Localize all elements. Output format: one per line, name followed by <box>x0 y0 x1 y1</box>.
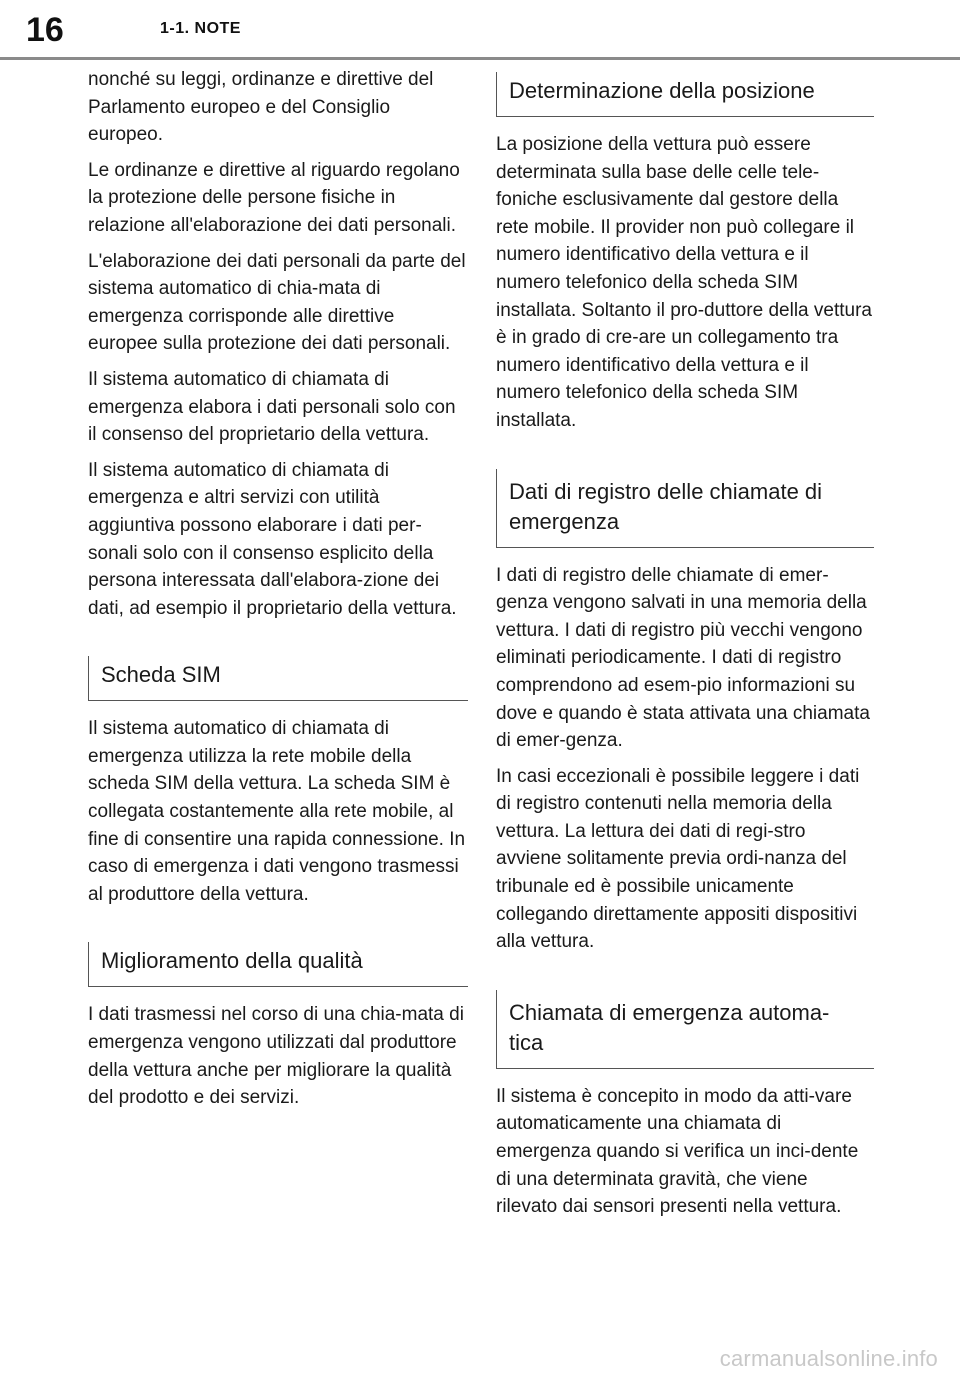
watermark: carmanualsonline.info <box>719 1346 938 1371</box>
paragraph: I dati di registro delle chiamate di emer-genza vengono salvati in una memoria della vettura. I dati di registro più vecchi vengono eliminati periodicamente. I dati di registro comprendono ad esem-pio informazioni su dove e quando è stata attivata una chiamata di emer-genza. <box>496 564 870 752</box>
paragraph: Il sistema è concepito in modo da atti-vare automaticamente una chiamata di emergenza quando si verifica un inci-dente di una determinata gravità, che viene rilevato dai sensori presenti nella vettura. <box>496 1085 859 1218</box>
section-heading-position: Determinazione della posizione <box>496 72 874 117</box>
paragraph: Le ordinanze e direttive al riguardo regolano la protezione delle persone fisiche in relazione all'elaborazione dei dati personali. <box>88 159 460 236</box>
paragraph: nonché su leggi, ordinanze e direttive del Parlamento europeo e del Consiglio europeo. <box>88 69 434 146</box>
page-number: 16 <box>26 11 64 49</box>
section-heading-log: Dati di registro delle chiamate di emergenza <box>496 469 874 548</box>
section-title: 1-1. NOTE <box>160 20 241 37</box>
paragraph: In casi eccezionali è possibile leggere i dati di registro contenuti nella memoria della vettura. La lettura dei dati di regi-stro avviene solitamente previa ordi-nanza del tribunale ed è possibile unicamente collegando direttamente appositi dispositivi alla vettura. <box>496 765 860 953</box>
paragraph: Il sistema automatico di chiamata di emergenza elabora i dati personali solo con il consenso del proprietario della vettura. <box>88 368 456 446</box>
left-column <box>88 66 468 1120</box>
paragraph: L'elaborazione dei dati personali da parte del sistema automatico di chia-mata di emergenza corrisponde alle direttive europee sulla protezione dei dati personali. <box>88 250 466 355</box>
header-divider <box>0 57 960 60</box>
section-heading-sim: Scheda SIM <box>88 656 468 701</box>
paragraph: Il sistema automatico di chiamata di emergenza utilizza la rete mobile della scheda SIM della vettura. La scheda SIM è collegata costantemente alla rete mobile, al fine di consentire una rapida connessione. In caso di emergenza i dati vengono trasmessi al produttore della vettura. <box>88 718 466 905</box>
paragraph: I dati trasmessi nel corso di una chia-mata di emergenza vengono utilizzati dal produttore della vettura anche per migliorare la qualità del prodotto e dei servizi. <box>88 1004 464 1109</box>
paragraph: La posizione della vettura può essere determinata sulla base delle celle tele-foniche esclusivamente dal gestore della rete mobile. Il provider non può collegare il numero identificativo della vettura e il numero telefonico della scheda SIM installata. Soltanto il pro-duttore della vettura è in grado di cre-are un collegamento tra numero identificativo della vettura e il numero telefonico della scheda SIM installata. <box>496 134 872 431</box>
paragraph: Il sistema automatico di chiamata di emergenza e altri servizi con utilità aggiuntiva possono elaborare i dati per-sonali solo con il consenso esplicito della persona interessata dall'elabora-zione dei dati, ad esempio il proprietario della vettura. <box>88 459 457 619</box>
section-heading-quality: Miglioramento della qualità <box>88 942 468 987</box>
right-column <box>496 72 874 1229</box>
section-heading-automatic-call: Chiamata di emergenza automa-tica <box>496 990 874 1069</box>
